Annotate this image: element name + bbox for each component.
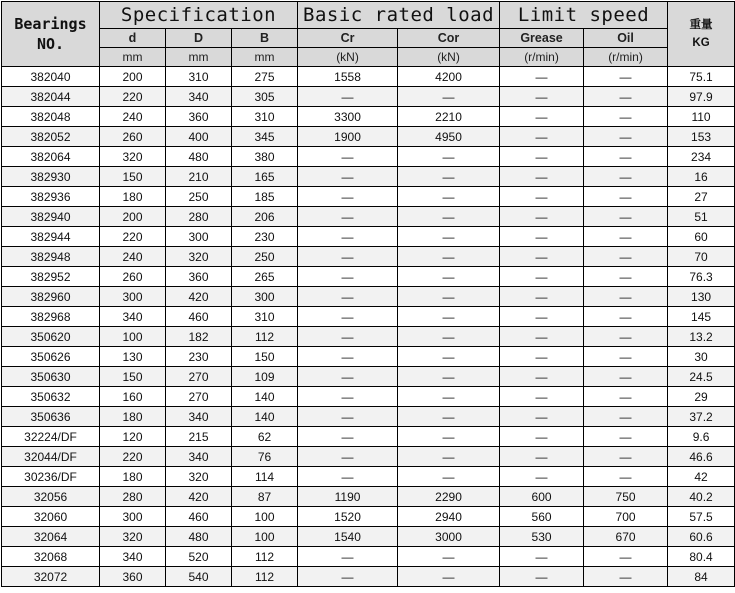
static-load-cor-cell: — [398, 207, 500, 227]
inner-diameter-cell: 320 [100, 527, 166, 547]
inner-diameter-cell: 360 [100, 567, 166, 587]
col-oil-header: Oil [584, 29, 668, 48]
dynamic-load-cr-cell: — [298, 407, 398, 427]
width-cell: 345 [232, 127, 298, 147]
inner-diameter-cell: 150 [100, 367, 166, 387]
static-load-cor-cell: 3000 [398, 527, 500, 547]
table-row [2, 207, 735, 227]
inner-diameter-cell: 280 [100, 487, 166, 507]
oil-speed-cell: — [584, 67, 668, 87]
weight-cell: 97.9 [668, 87, 735, 107]
grease-speed-cell: — [500, 247, 584, 267]
oil-speed-cell: — [584, 247, 668, 267]
inner-diameter-cell: 320 [100, 147, 166, 167]
bearing-number-cell: 32064 [2, 527, 100, 547]
grease-speed-cell: — [500, 407, 584, 427]
bearing-number-cell: 382968 [2, 307, 100, 327]
outer-diameter-cell: 340 [166, 87, 232, 107]
weight-cell: 84 [668, 567, 735, 587]
table-row [2, 367, 735, 387]
col-cr-header: Cr [298, 29, 398, 48]
bearing-number-cell: 30236/DF [2, 467, 100, 487]
oil-speed-cell: — [584, 187, 668, 207]
weight-cell: 16 [668, 167, 735, 187]
specification-header: Specification [100, 2, 298, 29]
outer-diameter-cell: 420 [166, 287, 232, 307]
grease-speed-cell: — [500, 167, 584, 187]
width-cell: 114 [232, 467, 298, 487]
table-row [2, 67, 735, 87]
grease-speed-cell: — [500, 547, 584, 567]
weight-cell: 29 [668, 387, 735, 407]
oil-speed-cell: — [584, 327, 668, 347]
table-row [2, 247, 735, 267]
oil-speed-cell: — [584, 307, 668, 327]
inner-diameter-cell: 180 [100, 467, 166, 487]
outer-diameter-cell: 215 [166, 427, 232, 447]
table-row [2, 167, 735, 187]
table-row [2, 107, 735, 127]
table-row [2, 427, 735, 447]
oil-speed-cell: — [584, 227, 668, 247]
table-row [2, 187, 735, 207]
width-cell: 275 [232, 67, 298, 87]
table-row [2, 127, 735, 147]
inner-diameter-cell: 160 [100, 387, 166, 407]
dynamic-load-cr-cell: — [298, 287, 398, 307]
static-load-cor-cell: — [398, 367, 500, 387]
table-row [2, 227, 735, 247]
bearing-number-cell: 382944 [2, 227, 100, 247]
inner-diameter-cell: 340 [100, 307, 166, 327]
dynamic-load-cr-cell: — [298, 327, 398, 347]
inner-diameter-cell: 300 [100, 507, 166, 527]
weight-cell: 110 [668, 107, 735, 127]
width-cell: 100 [232, 527, 298, 547]
grease-speed-cell: — [500, 567, 584, 587]
grease-speed-cell: 600 [500, 487, 584, 507]
dynamic-load-cr-cell: — [298, 467, 398, 487]
inner-diameter-cell: 130 [100, 347, 166, 367]
bearing-number-cell: 382044 [2, 87, 100, 107]
table-row [2, 487, 735, 507]
inner-diameter-cell: 340 [100, 547, 166, 567]
outer-diameter-cell: 460 [166, 507, 232, 527]
dynamic-load-cr-cell: — [298, 267, 398, 287]
static-load-cor-cell: — [398, 307, 500, 327]
dynamic-load-cr-cell: — [298, 207, 398, 227]
weight-cell: 60 [668, 227, 735, 247]
outer-diameter-cell: 320 [166, 467, 232, 487]
bearing-number-cell: 350620 [2, 327, 100, 347]
width-cell: 112 [232, 327, 298, 347]
weight-unit-label: KG [692, 37, 710, 49]
limit-speed-header: Limit speed [500, 2, 668, 29]
oil-speed-cell: — [584, 427, 668, 447]
inner-diameter-cell: 180 [100, 407, 166, 427]
dynamic-load-cr-cell: — [298, 387, 398, 407]
static-load-cor-cell: — [398, 387, 500, 407]
grease-speed-cell: — [500, 67, 584, 87]
dynamic-load-cr-cell: — [298, 247, 398, 267]
dynamic-load-cr-cell: — [298, 427, 398, 447]
static-load-cor-cell: — [398, 187, 500, 207]
dynamic-load-cr-cell: — [298, 187, 398, 207]
bearing-number-cell: 350626 [2, 347, 100, 367]
col-outer-d-header: D [166, 29, 232, 48]
weight-cell: 27 [668, 187, 735, 207]
inner-diameter-cell: 200 [100, 67, 166, 87]
weight-cell: 80.4 [668, 547, 735, 567]
grease-speed-cell: — [500, 447, 584, 467]
grease-speed-cell: — [500, 147, 584, 167]
width-cell: 76 [232, 447, 298, 467]
dynamic-load-cr-cell: — [298, 167, 398, 187]
weight-cell: 76.3 [668, 267, 735, 287]
table-row [2, 327, 735, 347]
bearing-number-cell: 32224/DF [2, 427, 100, 447]
table-row [2, 527, 735, 547]
width-cell: 62 [232, 427, 298, 447]
width-cell: 112 [232, 547, 298, 567]
oil-speed-cell: — [584, 107, 668, 127]
oil-speed-cell: — [584, 267, 668, 287]
unit-d: mm [100, 48, 166, 67]
table-row [2, 287, 735, 307]
width-cell: 185 [232, 187, 298, 207]
outer-diameter-cell: 420 [166, 487, 232, 507]
inner-diameter-cell: 240 [100, 247, 166, 267]
oil-speed-cell: — [584, 147, 668, 167]
outer-diameter-cell: 300 [166, 227, 232, 247]
weight-cell: 234 [668, 147, 735, 167]
width-cell: 206 [232, 207, 298, 227]
oil-speed-cell: — [584, 87, 668, 107]
grease-speed-cell: — [500, 327, 584, 347]
grease-speed-cell: — [500, 387, 584, 407]
grease-speed-cell: — [500, 267, 584, 287]
outer-diameter-cell: 210 [166, 167, 232, 187]
outer-diameter-cell: 182 [166, 327, 232, 347]
bearing-number-cell: 350632 [2, 387, 100, 407]
width-cell: 87 [232, 487, 298, 507]
weight-cell: 145 [668, 307, 735, 327]
bearing-number-cell: 382052 [2, 127, 100, 147]
inner-diameter-cell: 220 [100, 227, 166, 247]
static-load-cor-cell: — [398, 287, 500, 307]
grease-speed-cell: — [500, 467, 584, 487]
dynamic-load-cr-cell: 3300 [298, 107, 398, 127]
unit-grease: (r/min) [500, 48, 584, 67]
dynamic-load-cr-cell: — [298, 227, 398, 247]
width-cell: 300 [232, 287, 298, 307]
col-d-header: d [100, 29, 166, 48]
static-load-cor-cell: — [398, 467, 500, 487]
oil-speed-cell: — [584, 127, 668, 147]
outer-diameter-cell: 360 [166, 267, 232, 287]
outer-diameter-cell: 400 [166, 127, 232, 147]
dynamic-load-cr-cell: — [298, 347, 398, 367]
width-cell: 100 [232, 507, 298, 527]
weight-cell: 24.5 [668, 367, 735, 387]
oil-speed-cell: 750 [584, 487, 668, 507]
outer-diameter-cell: 480 [166, 527, 232, 547]
dynamic-load-cr-cell: — [298, 567, 398, 587]
dynamic-load-cr-cell: — [298, 447, 398, 467]
static-load-cor-cell: — [398, 347, 500, 367]
static-load-cor-cell: — [398, 327, 500, 347]
static-load-cor-cell: — [398, 547, 500, 567]
static-load-cor-cell: 4200 [398, 67, 500, 87]
outer-diameter-cell: 360 [166, 107, 232, 127]
weight-cell: 51 [668, 207, 735, 227]
inner-diameter-cell: 120 [100, 427, 166, 447]
inner-diameter-cell: 240 [100, 107, 166, 127]
weight-cell: 13.2 [668, 327, 735, 347]
grease-speed-cell: — [500, 87, 584, 107]
outer-diameter-cell: 230 [166, 347, 232, 367]
weight-cell: 42 [668, 467, 735, 487]
basic-rated-load-header: Basic rated load [298, 2, 500, 29]
dynamic-load-cr-cell: — [298, 547, 398, 567]
outer-diameter-cell: 520 [166, 547, 232, 567]
table-row [2, 567, 735, 587]
grease-speed-cell: — [500, 227, 584, 247]
static-load-cor-cell: — [398, 247, 500, 267]
weight-header [668, 2, 735, 67]
weight-cell: 37.2 [668, 407, 735, 427]
width-cell: 230 [232, 227, 298, 247]
outer-diameter-cell: 340 [166, 447, 232, 467]
dynamic-load-cr-cell: 1558 [298, 67, 398, 87]
table-row [2, 87, 735, 107]
width-cell: 305 [232, 87, 298, 107]
inner-diameter-cell: 100 [100, 327, 166, 347]
weight-cell: 153 [668, 127, 735, 147]
static-load-cor-cell: — [398, 567, 500, 587]
weight-cell: 40.2 [668, 487, 735, 507]
table-row [2, 267, 735, 287]
width-cell: 140 [232, 407, 298, 427]
col-grease-header: Grease [500, 29, 584, 48]
bearing-number-cell: 382952 [2, 267, 100, 287]
outer-diameter-cell: 340 [166, 407, 232, 427]
oil-speed-cell: — [584, 387, 668, 407]
weight-cell: 57.5 [668, 507, 735, 527]
weight-cell: 46.6 [668, 447, 735, 467]
grease-speed-cell: — [500, 207, 584, 227]
outer-diameter-cell: 480 [166, 147, 232, 167]
bearing-number-cell: 382930 [2, 167, 100, 187]
oil-speed-cell: 700 [584, 507, 668, 527]
weight-cell: 70 [668, 247, 735, 267]
bearing-number-cell: 382048 [2, 107, 100, 127]
unit-cor: (kN) [398, 48, 500, 67]
width-cell: 109 [232, 367, 298, 387]
grease-speed-cell: — [500, 287, 584, 307]
bearings-label: Bearings [14, 15, 87, 33]
dynamic-load-cr-cell: 1540 [298, 527, 398, 547]
unit-cr: (kN) [298, 48, 398, 67]
outer-diameter-cell: 270 [166, 387, 232, 407]
oil-speed-cell: — [584, 547, 668, 567]
width-cell: 380 [232, 147, 298, 167]
unit-outer-d: mm [166, 48, 232, 67]
width-cell: 150 [232, 347, 298, 367]
dynamic-load-cr-cell: — [298, 367, 398, 387]
width-cell: 140 [232, 387, 298, 407]
oil-speed-cell: — [584, 347, 668, 367]
bearing-number-cell: 382948 [2, 247, 100, 267]
weight-cell: 60.6 [668, 527, 735, 547]
static-load-cor-cell: — [398, 227, 500, 247]
dynamic-load-cr-cell: 1520 [298, 507, 398, 527]
unit-oil: (r/min) [584, 48, 668, 67]
static-load-cor-cell: — [398, 147, 500, 167]
outer-diameter-cell: 270 [166, 367, 232, 387]
static-load-cor-cell: 4950 [398, 127, 500, 147]
inner-diameter-cell: 200 [100, 207, 166, 227]
table-header [2, 2, 735, 67]
table-row [2, 467, 735, 487]
bearing-number-cell: 382936 [2, 187, 100, 207]
oil-speed-cell: — [584, 367, 668, 387]
oil-speed-cell: — [584, 407, 668, 427]
grease-speed-cell: — [500, 187, 584, 207]
col-cor-header: Cor [398, 29, 500, 48]
outer-diameter-cell: 280 [166, 207, 232, 227]
oil-speed-cell: — [584, 567, 668, 587]
outer-diameter-cell: 540 [166, 567, 232, 587]
static-load-cor-cell: 2210 [398, 107, 500, 127]
table-row [2, 447, 735, 467]
table-row [2, 547, 735, 567]
outer-diameter-cell: 460 [166, 307, 232, 327]
table-row [2, 387, 735, 407]
width-cell: 165 [232, 167, 298, 187]
width-cell: 250 [232, 247, 298, 267]
dynamic-load-cr-cell: 1900 [298, 127, 398, 147]
grease-speed-cell: — [500, 367, 584, 387]
grease-speed-cell: — [500, 427, 584, 447]
col-b-header: B [232, 29, 298, 48]
outer-diameter-cell: 250 [166, 187, 232, 207]
grease-speed-cell: — [500, 347, 584, 367]
oil-speed-cell: — [584, 167, 668, 187]
inner-diameter-cell: 260 [100, 127, 166, 147]
oil-speed-cell: — [584, 207, 668, 227]
inner-diameter-cell: 220 [100, 447, 166, 467]
width-cell: 265 [232, 267, 298, 287]
static-load-cor-cell: 2290 [398, 487, 500, 507]
table-row [2, 147, 735, 167]
weight-cell: 75.1 [668, 67, 735, 87]
grease-speed-cell: 560 [500, 507, 584, 527]
weight-cn-label: 重量 [689, 19, 713, 31]
static-load-cor-cell: — [398, 267, 500, 287]
inner-diameter-cell: 150 [100, 167, 166, 187]
dynamic-load-cr-cell: — [298, 307, 398, 327]
weight-cell: 9.6 [668, 427, 735, 447]
weight-cell: 130 [668, 287, 735, 307]
bearing-number-cell: 32056 [2, 487, 100, 507]
oil-speed-cell: 670 [584, 527, 668, 547]
bearing-number-cell: 382940 [2, 207, 100, 227]
inner-diameter-cell: 260 [100, 267, 166, 287]
static-load-cor-cell: — [398, 167, 500, 187]
inner-diameter-cell: 220 [100, 87, 166, 107]
bearing-number-cell: 32068 [2, 547, 100, 567]
static-load-cor-cell: 2940 [398, 507, 500, 527]
outer-diameter-cell: 310 [166, 67, 232, 87]
table-row [2, 507, 735, 527]
weight-cell: 30 [668, 347, 735, 367]
grease-speed-cell: — [500, 307, 584, 327]
bearing-number-cell: 382960 [2, 287, 100, 307]
bearing-number-cell: 32072 [2, 567, 100, 587]
unit-b: mm [232, 48, 298, 67]
table-row [2, 407, 735, 427]
dynamic-load-cr-cell: 1190 [298, 487, 398, 507]
table-body [2, 67, 735, 587]
static-load-cor-cell: — [398, 427, 500, 447]
width-cell: 112 [232, 567, 298, 587]
table-row [2, 347, 735, 367]
oil-speed-cell: — [584, 287, 668, 307]
inner-diameter-cell: 180 [100, 187, 166, 207]
width-cell: 310 [232, 307, 298, 327]
bearing-number-cell: 382064 [2, 147, 100, 167]
bearing-number-cell: 350636 [2, 407, 100, 427]
bearing-number-cell: 32044/DF [2, 447, 100, 467]
grease-speed-cell: — [500, 107, 584, 127]
bearing-spec-table [1, 1, 735, 587]
bearing-number-cell: 32060 [2, 507, 100, 527]
static-load-cor-cell: — [398, 87, 500, 107]
bearing-number-cell: 382040 [2, 67, 100, 87]
bearing-number-cell: 350630 [2, 367, 100, 387]
inner-diameter-cell: 300 [100, 287, 166, 307]
dynamic-load-cr-cell: — [298, 87, 398, 107]
oil-speed-cell: — [584, 447, 668, 467]
grease-speed-cell: 530 [500, 527, 584, 547]
dynamic-load-cr-cell: — [298, 147, 398, 167]
table-row [2, 307, 735, 327]
oil-speed-cell: — [584, 467, 668, 487]
static-load-cor-cell: — [398, 447, 500, 467]
static-load-cor-cell: — [398, 407, 500, 427]
grease-speed-cell: — [500, 127, 584, 147]
bearing-number-header [2, 2, 100, 67]
number-label: NO. [36, 35, 65, 53]
outer-diameter-cell: 320 [166, 247, 232, 267]
width-cell: 310 [232, 107, 298, 127]
